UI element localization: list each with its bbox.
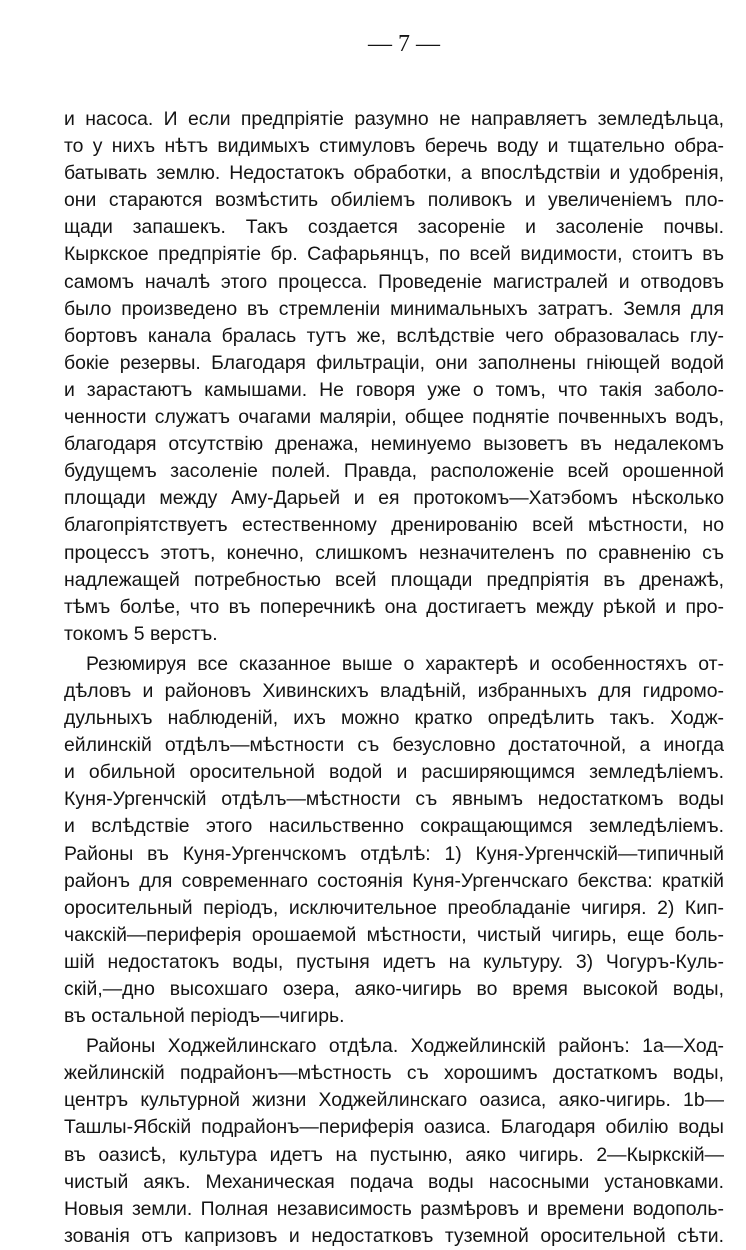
text-line: зованія отъ капризовъ и недостатковъ туземной оросительной сѣти.	[64, 1224, 724, 1247]
text-line: скій,—дно высохшаго озера, аяко-чигирь во время высокой воды,	[64, 978, 724, 1000]
text-line: Куня-Ургенчскій отдѣлъ—мѣстности съ явнымъ недостаткомъ воды	[64, 788, 724, 811]
text-line: площади между Аму-Дарьей и ея протокомъ—Хатэбомъ нѣсколько	[64, 487, 724, 510]
text-line: бортовъ канала бралась тутъ же, вслѣдствіе чего образовалась глу-	[64, 324, 724, 347]
text-line: и обильной оросительной водой и расширяющимся земледѣліемъ.	[64, 761, 724, 784]
text-line: они стараются возмѣстить обиліемъ поливокъ и увеличеніемъ пло-	[64, 189, 724, 212]
paragraph-2	[64, 651, 724, 1030]
text-line: Районы въ Куня-Ургенчскомъ отдѣлѣ: 1) Куня-Ургенчскій—типичный	[64, 842, 724, 865]
text-line: жейлинскій подрайонъ—мѣстность съ хорошимъ достаткомъ воды,	[64, 1062, 724, 1085]
text-line: чистый аякъ. Механическая подача воды насосными установками.	[64, 1170, 724, 1193]
text-line: надлежащей потребностью всей площади предпріятія въ дренажѣ,	[64, 568, 724, 591]
text-line: центръ культурной жизни Ходжейлинскаго оазиса, аяко-чигирь. 1b—	[64, 1089, 724, 1112]
paragraph-3	[64, 1033, 724, 1250]
text-line: и вслѣдствіе этого насильственно сокращающимся земледѣліемъ.	[64, 815, 724, 838]
text-line: благодаря отсутствію дренажа, неминуемо вызоветъ въ недалекомъ	[64, 433, 724, 456]
page-number: — 7 —	[368, 31, 440, 57]
text-line: было произведено въ стремленіи минимальныхъ затратъ. Земля для	[64, 297, 724, 320]
paragraph-1	[64, 106, 724, 648]
text-line: чакскій—периферія орошаемой мѣстности, чистый чигирь, еще боль-	[64, 923, 724, 946]
text-line: тѣмъ болѣе, что въ поперечникѣ она достигаетъ между рѣкой и про-	[64, 595, 724, 618]
text-line: Кыркское предпріятіе бр. Сафарьянцъ, по всей видимости, стоитъ въ	[64, 243, 724, 266]
text-line: Ташлы-Ябскій подрайонъ—периферія оазиса. Благодаря обилію воды	[64, 1116, 724, 1139]
text-line: Новыя земли. Полная независимость размѣровъ и времени водополь-	[64, 1197, 724, 1220]
text-line: дульныхъ наблюденій, ихъ можно кратко опредѣлить такъ. Ходж-	[64, 707, 724, 730]
text-line: Районы Ходжейлинскаго отдѣла. Ходжейлинскій районъ: 1а—Ход-	[86, 1035, 724, 1058]
text-line: дѣловъ и районовъ Хивинскихъ владѣній, избранныхъ для гидромо-	[64, 679, 724, 702]
text-line: и насоса. И если предпріятіе разумно не направляетъ земледѣльца,	[64, 108, 724, 130]
text-line: процессъ этотъ, конечно, слишкомъ незначителенъ по сравненію съ	[64, 541, 724, 564]
text-line: будущемъ засоленіе полей. Правда, расположеніе всей орошенной	[64, 460, 724, 483]
text-line: ейлинскій отдѣлъ—мѣстности съ безусловно достаточной, а иногда	[64, 734, 724, 757]
text-line: Резюмируя все сказанное выше о характерѣ и особенностяхъ от-	[86, 652, 724, 675]
text-line: токомъ 5 верстъ.	[64, 622, 218, 645]
text-line: оросительный періодъ, исключительное преобладаніе чигиря. 2) Кип-	[64, 896, 724, 919]
text-line: въ остальной періодъ—чигирь.	[64, 1005, 345, 1028]
text-line: то у нихъ нѣтъ видимыхъ стимуловъ беречь воду и тщательно обра-	[64, 135, 724, 158]
text-line: и зарастаютъ камышами. Не говоря уже о томъ, что такія заболо-	[64, 378, 724, 401]
text-line: щади запашекъ. Такъ создается засореніе и засоленіе почвы.	[64, 216, 724, 239]
text-line: самомъ началѣ этого процесса. Проведеніе магистралей и отводовъ	[64, 270, 724, 293]
text-line: шій недостатокъ воды, пустыня идетъ на культуру. 3) Чогуръ-Куль-	[64, 950, 724, 973]
text-line: батывать землю. Недостатокъ обработки, а впослѣдствіи и удобренія,	[64, 162, 724, 185]
text-line: ченности служатъ очагами маляріи, общее поднятіе почвенныхъ водъ,	[64, 406, 724, 429]
text-line: бокіе резервы. Благодаря фильтраціи, они заполнены гніющей водой	[64, 351, 724, 374]
text-line: благопріятствуетъ естественному дренированію всей мѣстности, но	[64, 514, 724, 537]
text-line: районъ для современнаго состоянія Куня-Ургенчскаго бекства: краткій	[64, 869, 724, 892]
text-line: въ оазисѣ, культура идетъ на пустыню, аяко чигирь. 2—Кыркскій—	[64, 1143, 724, 1166]
